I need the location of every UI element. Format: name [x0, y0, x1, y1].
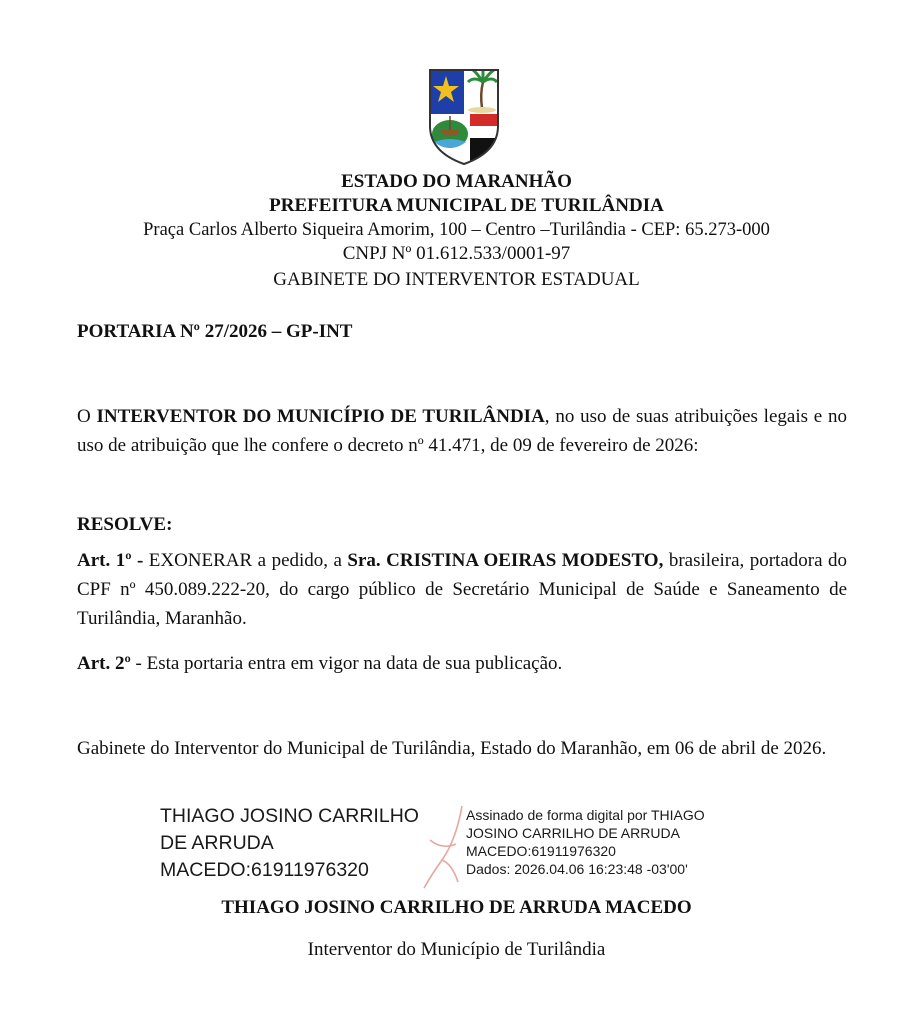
article-1-text-b: brasileira, portadora do CPF nº 450.089.222-20, do cargo público de Secretário Municipal de Saúde e Saneamento de Turilândia, Maranhão. [77, 550, 847, 629]
digital-signature-details [466, 806, 766, 878]
article-1-text-a: EXONERAR a pedido, a [143, 550, 348, 571]
portaria-title: PORTARIA Nº 27/2026 – GP-INT [77, 321, 353, 342]
article-1 [77, 546, 847, 633]
article-1-label: Art. 1º - [77, 550, 144, 571]
closing-paragraph: Gabinete do Interventor do Municipal de Turilândia, Estado do Maranhão, em 06 de abril de 2026. [77, 738, 827, 759]
signer-name: THIAGO JOSINO CARRILHO DE ARRUDA MACEDO [221, 897, 692, 918]
resolve-heading: RESOLVE: [77, 514, 173, 535]
preamble-text: , no uso de suas atribuições legais e no uso de atribuição que lhe confere o decreto nº 41.471, de 09 de fevereiro de 2026: [77, 406, 847, 456]
preamble-lead: O [77, 406, 97, 427]
municipal-coat-of-arms-icon [426, 64, 502, 166]
article-2-label: Art. 2º [77, 653, 131, 674]
header-address: Praça Carlos Alberto Siqueira Amorim, 100 – Centro –Turilândia - CEP: 65.273-000 [143, 220, 770, 240]
signature-name-line-1: THIAGO JOSINO CARRILHO [160, 805, 419, 827]
digital-signature-line-2: JOSINO CARRILHO DE ARRUDA [466, 825, 680, 841]
preamble-paragraph [77, 402, 847, 460]
header-cnpj: CNPJ Nº 01.612.533/0001-97 [342, 243, 571, 264]
signer-role: Interventor do Município de Turilândia [307, 939, 606, 960]
digital-signature-line-3: MACEDO:61911976320 [466, 843, 616, 859]
header-office: GABINETE DO INTERVENTOR ESTADUAL [273, 269, 640, 290]
signature-name-block [160, 803, 450, 884]
article-2 [77, 649, 847, 678]
digital-signature-mark-icon [412, 800, 472, 892]
signature-name-line-2: DE ARRUDA [160, 832, 274, 854]
digital-signature-line-4: Dados: 2026.04.06 16:23:48 -03'00' [466, 861, 688, 877]
preamble-authority: INTERVENTOR DO MUNICÍPIO DE TURILÂNDIA [96, 406, 545, 427]
header-prefecture: PREFEITURA MUNICIPAL DE TURILÂNDIA [269, 195, 664, 216]
article-2-text: - Esta portaria entra em vigor na data de sua publicação. [130, 653, 563, 674]
digital-signature-line-1: Assinado de forma digital por THIAGO [466, 807, 705, 823]
signature-name-line-3: MACEDO:61911976320 [160, 859, 369, 881]
article-1-person: Sra. CRISTINA OEIRAS MODESTO, [347, 550, 664, 571]
header-state: ESTADO DO MARANHÃO [341, 171, 572, 192]
